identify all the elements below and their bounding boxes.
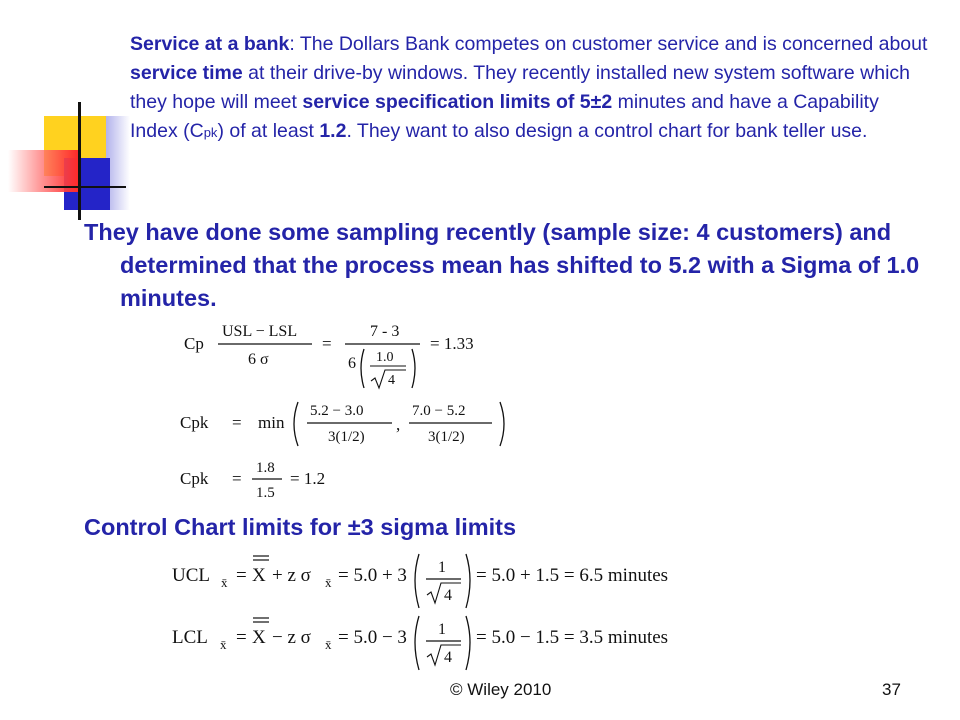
cp-six: 6	[348, 355, 356, 372]
cp-inner-den: 4	[388, 373, 395, 388]
ucl-eq-start: =	[236, 565, 247, 586]
cpk-result-formula	[180, 456, 360, 504]
cpk-eq: =	[232, 413, 242, 432]
ucl-xbar: X	[252, 565, 266, 586]
cpk-fn: min	[258, 413, 285, 432]
ucl-lhs: UCL	[172, 565, 210, 586]
decor-horizontal-line	[44, 186, 126, 188]
lcl-sub: x̄	[220, 637, 227, 652]
control-chart-heading: Control Chart limits for ±3 sigma limits	[84, 514, 517, 540]
cp-inner-num: 1.0	[376, 350, 394, 365]
cpk-comma: ,	[396, 415, 401, 434]
cp-formula	[180, 318, 510, 398]
cp-num2: 7 - 3	[370, 323, 400, 340]
cpk-den2: 3(1/2)	[428, 429, 465, 445]
lcl-term: − z σ	[272, 627, 311, 648]
cpk-lhs: Cpk	[180, 413, 209, 432]
cp-result: = 1.33	[430, 334, 474, 353]
cpk-result-value: = 1.2	[290, 469, 326, 488]
ucl-formula	[172, 550, 732, 612]
ucl-tail: = 5.0 + 1.5 = 6.5 minutes	[476, 565, 669, 586]
lcl-formula	[172, 612, 732, 674]
ucl-eq2: = 5.0 + 3	[338, 565, 407, 586]
cpk-formula	[180, 398, 520, 450]
cpk-result-lhs: Cpk	[180, 469, 209, 488]
cpk-num2: 7.0 − 5.2	[412, 403, 466, 419]
ucl-term: + z σ	[272, 565, 311, 586]
intro-paragraph: Service at a bank: The Dollars Bank competes on customer service and is concerned about service time at their drive-by windows. They recently installed new system software which they hope will meet service specification limits of 5±2 minutes and have a Capability Index (Cpk) of at least 1.2. They want to also design a control chart for bank teller use.	[130, 33, 928, 142]
decor-vertical-line	[78, 102, 81, 220]
ucl-frac-num: 1	[438, 559, 446, 576]
lcl-sub2: x̄	[325, 637, 332, 652]
ucl-frac-den: 4	[444, 587, 452, 604]
cpk-result-den: 1.5	[256, 485, 275, 501]
decor-blue-fade	[106, 116, 130, 210]
cpk-result-eq: =	[232, 469, 242, 488]
footer-copyright: © Wiley 2010	[450, 680, 552, 699]
ucl-sub2: x̄	[325, 575, 332, 590]
cp-num: USL − LSL	[222, 323, 298, 340]
cp-den: 6 σ	[248, 351, 269, 368]
cpk-result-num: 1.8	[256, 460, 275, 476]
cpk-num1: 5.2 − 3.0	[310, 403, 364, 419]
lcl-xbar: X	[252, 627, 266, 648]
lcl-lhs: LCL	[172, 627, 208, 648]
lcl-frac-den: 4	[444, 649, 452, 666]
sampling-paragraph: They have done some sampling recently (sample size: 4 customers) and determined that the process mean has shifted to 5.2 with a Sigma of 1.0 minutes.	[84, 219, 920, 311]
cp-lhs: Cp	[184, 334, 204, 353]
lcl-tail: = 5.0 − 1.5 = 3.5 minutes	[476, 627, 669, 648]
cp-eq1: =	[322, 334, 332, 353]
lcl-eq2: = 5.0 − 3	[338, 627, 407, 648]
lcl-eq-start: =	[236, 627, 247, 648]
lcl-frac-num: 1	[438, 621, 446, 638]
ucl-sub: x̄	[221, 575, 228, 590]
footer-page-number: 37	[882, 680, 901, 699]
cpk-den1: 3(1/2)	[328, 429, 365, 445]
